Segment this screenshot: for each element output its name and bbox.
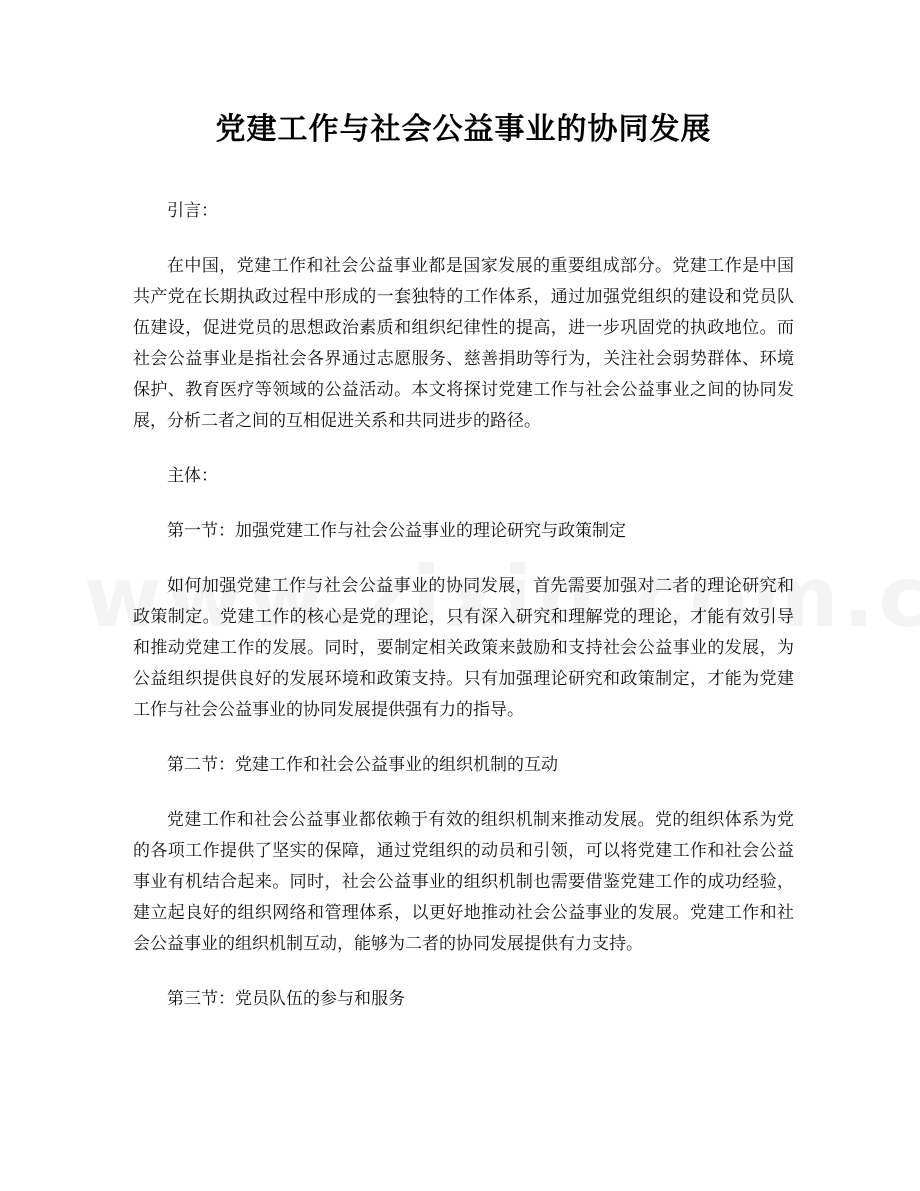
section-2-paragraph: 党建工作和社会公益事业都依赖于有效的组织机制来推动发展。党的组织体系为党的各项工作提供了坚实的保障，通过党组织的动员和引领，可以将党建工作和社会公益事业有机结合起来。同时，社会公益事业的组织机制也需要借鉴党建工作的成功经验，建立起良好的组织网络和管理体系，以更好地推动社会公益事业的发展。党建工作和社会公益事业的组织机制互动，能够为二者的协同发展提供有力支持。 (133, 810, 794, 954)
section-2-heading: 第二节：党建工作和社会公益事业的组织机制的互动 (167, 755, 558, 775)
main-label: 主体： (167, 466, 218, 486)
section-1-paragraph: 如何加强党建工作与社会公益事业的协同发展，首先需要加强对二者的理论研究和政策制定。党建工作的核心是党的理论，只有深入研究和理解党的理论，才能有效引导和推动党建工作的发展。同时，要制定相关政策来鼓励和支持社会公益事业的发展，为公益组织提供良好的发展环境和政策支持。只有加强理论研究和政策制定，才能为党建工作与社会公益事业的协同发展提供强有力的指导。 (133, 576, 794, 720)
document-title: 党建工作与社会公益事业的协同发展 (215, 112, 712, 147)
section-1-heading: 第一节：加强党建工作与社会公益事业的理论研究与政策制定 (167, 521, 626, 541)
intro-paragraph: 在中国，党建工作和社会公益事业都是国家发展的重要组成部分。党建工作是中国共产党在长期执政过程中形成的一套独特的工作体系，通过加强党组织的建设和党员队伍建设，促进党员的思想政治素质和组织纪律性的提高，进一步巩固党的执政地位。而社会公益事业是指社会各界通过志愿服务、慈善捐助等行为，关注社会弱势群体、环境保护、教育医疗等领域的公益活动。本文将探讨党建工作与社会公益事业之间的协同发展，分析二者之间的互相促进关系和共同进步的路径。 (133, 256, 794, 431)
intro-label: 引言： (167, 201, 218, 221)
section-3-heading: 第三节：党员队伍的参与和服务 (167, 989, 405, 1009)
